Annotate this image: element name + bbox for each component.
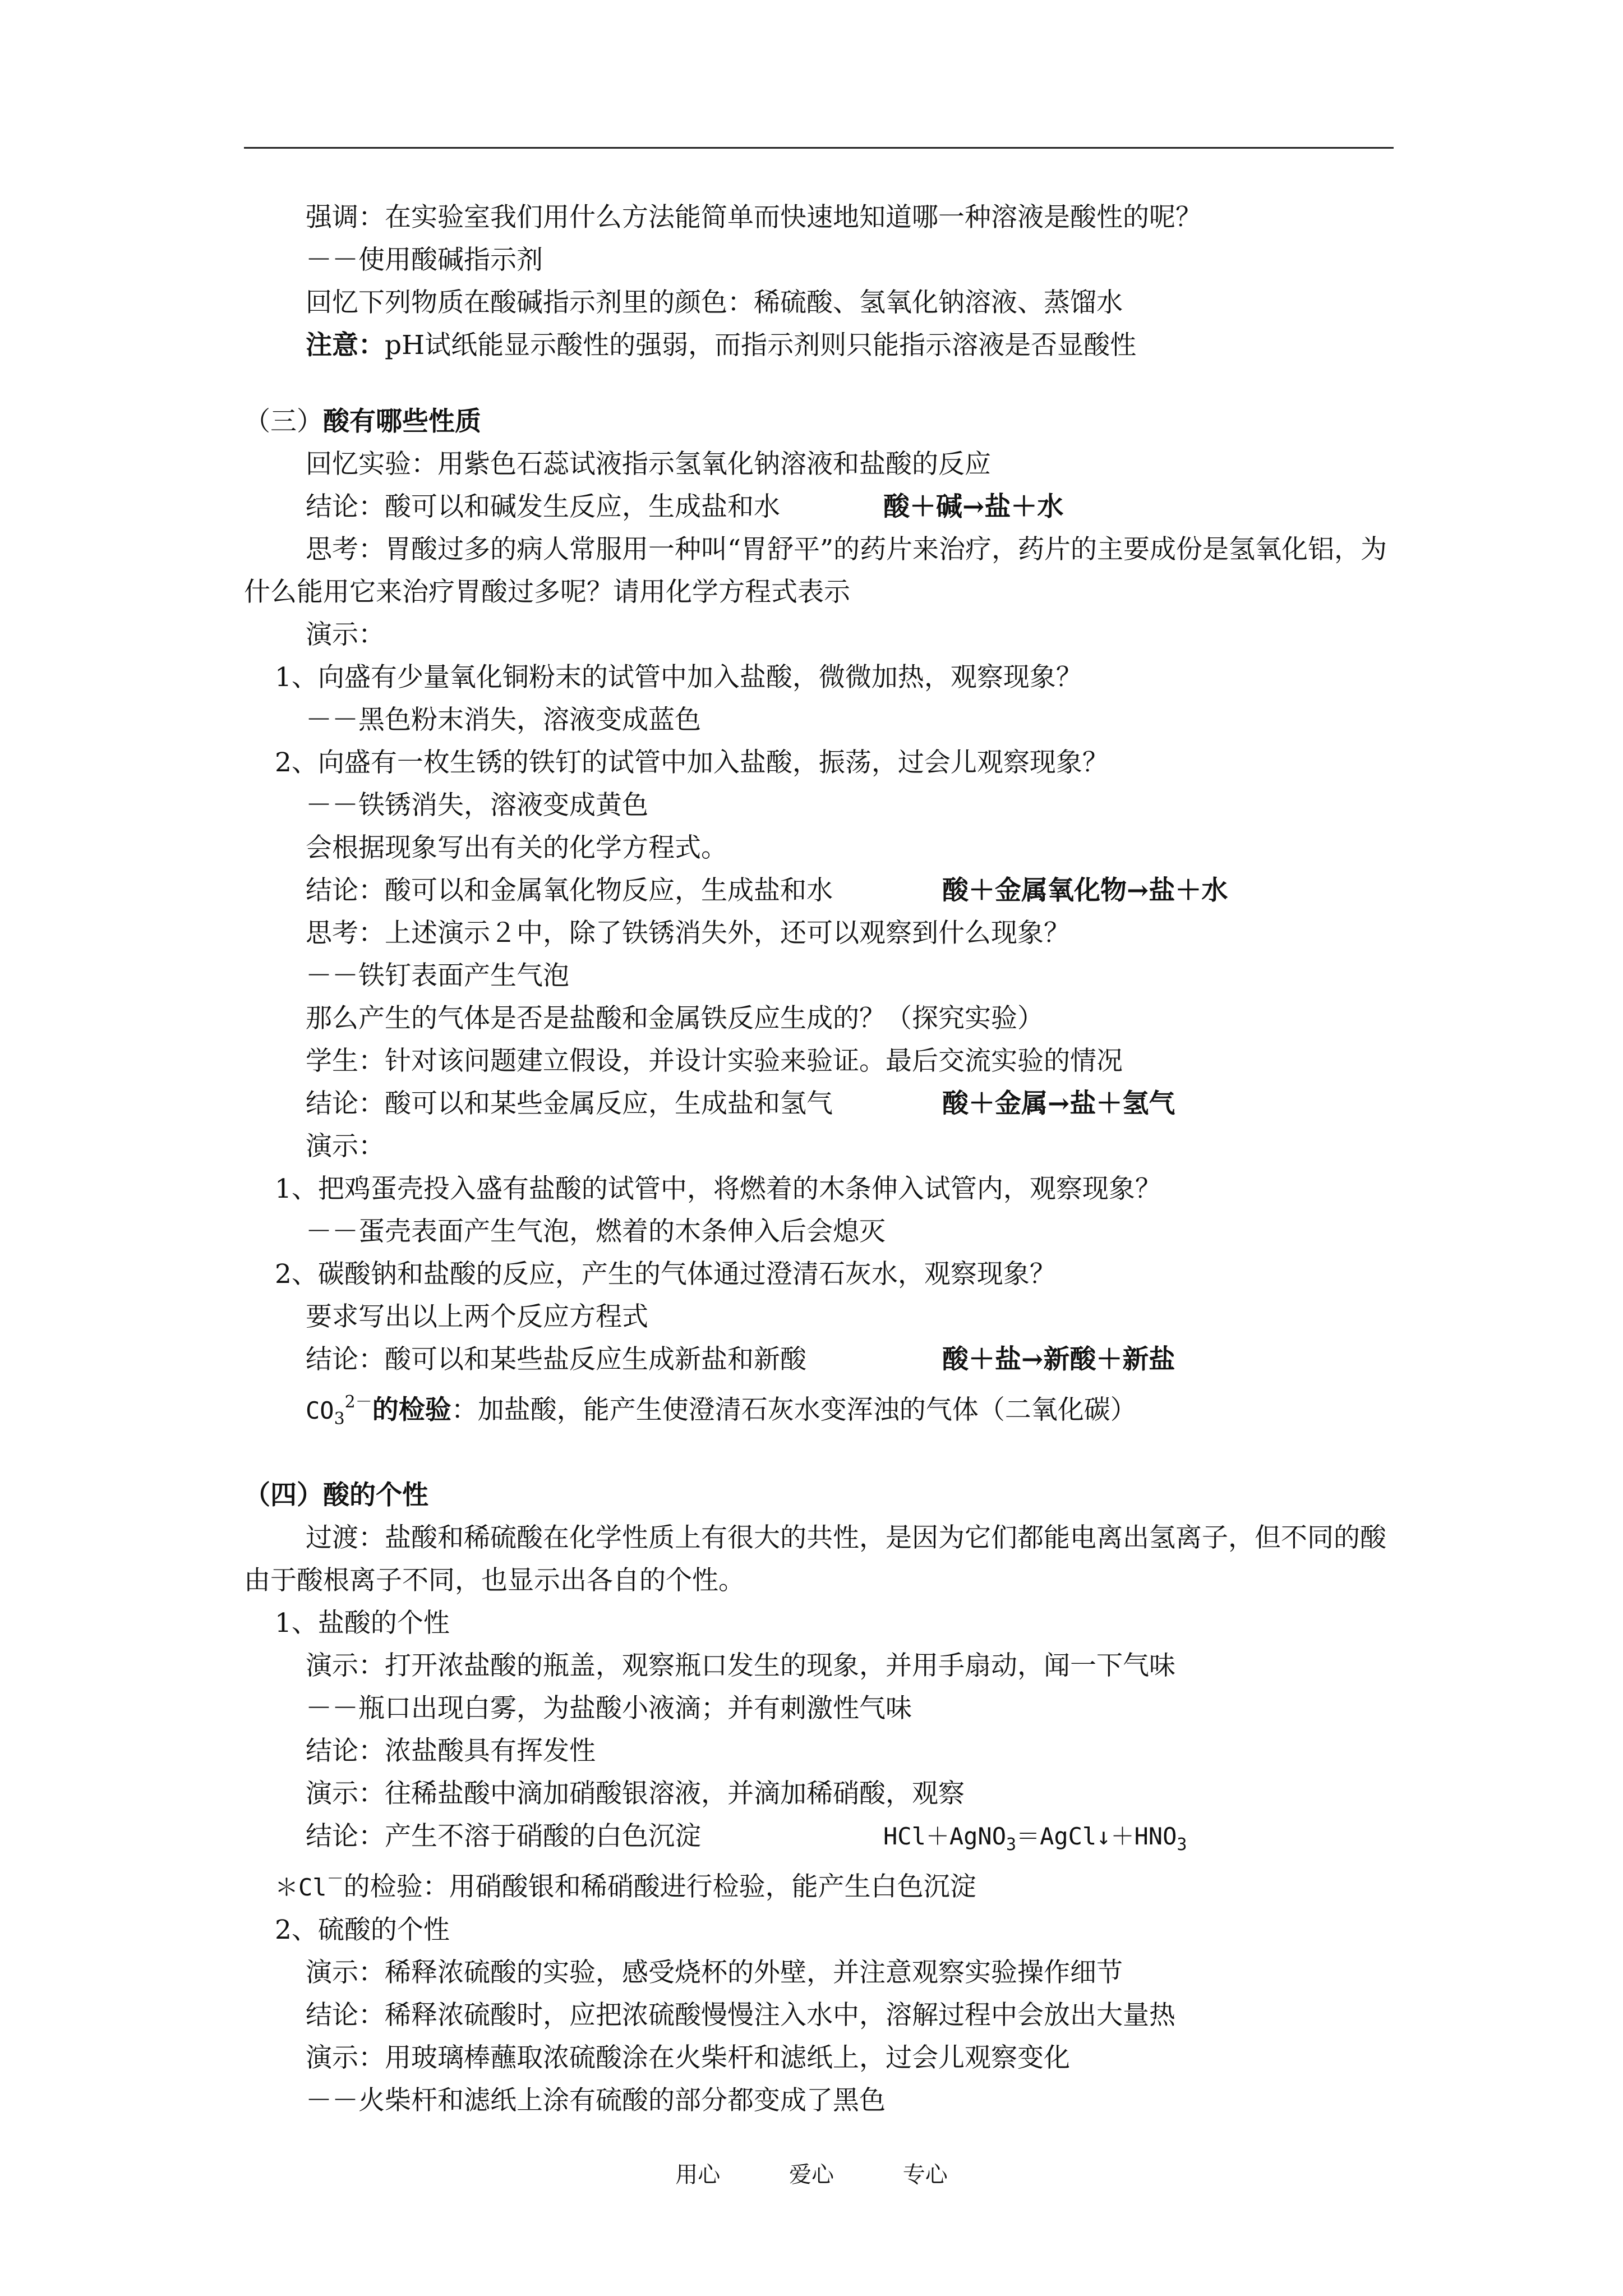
footer-text: 爱心 (789, 2162, 834, 2188)
footer-text: 用心 (675, 2162, 721, 2188)
superscript: － (326, 1869, 344, 1889)
paragraph (244, 1338, 1394, 1381)
paragraph: 演示：用玻璃棒蘸取浓硫酸涂在火柴杆和滤纸上，过会儿观察变化 (306, 2042, 1070, 2073)
paragraph (244, 528, 1394, 614)
paragraph: 会根据现象写出有关的化学方程式。 (306, 832, 727, 863)
footer-text: 专心 (902, 2162, 948, 2188)
note-label: 注意： (306, 330, 385, 361)
paragraph: 强调：在实验室我们用什么方法能简单而快速地知道哪一种溶液是酸性的呢？ (306, 202, 1202, 233)
formula: 酸＋盐→新酸＋新盐 (942, 1344, 1175, 1375)
conclusion-text: 结论：酸可以和碱发生反应，生成盐和水 (306, 491, 780, 522)
list-item: 2、硫酸的个性 (275, 1915, 450, 1945)
header-rule (244, 147, 1394, 149)
paragraph: 学生：针对该问题建立假设，并设计实验来验证。最后交流实验的情况 (306, 1046, 1123, 1076)
paragraph: 回忆下列物质在酸碱指示剂里的颜色：稀硫酸、氢氧化钠溶液、蒸馏水 (306, 287, 1123, 318)
paragraph (244, 1381, 1394, 1441)
subscript: 3 (1006, 1835, 1017, 1855)
note-text: pH试纸能显示酸性的强弱，而指示剂则只能指示溶液是否显酸性 (385, 330, 1137, 361)
paragraph: 演示： (306, 1131, 385, 1162)
list-item: 1、把鸡蛋壳投入盛有盐酸的试管中，将燃着的木条伸入试管内，观察现象？ (275, 1174, 1161, 1204)
test-text: 的检验：用硝酸银和稀硝酸进行检验，能产生白色沉淀 (343, 1871, 976, 1902)
equation-part: HCl＋AgNO (883, 1823, 1007, 1850)
paragraph (244, 486, 1394, 528)
list-item: 2、碳酸钠和盐酸的反应，产生的气体通过澄清石灰水，观察现象？ (275, 1259, 1056, 1290)
paragraph: 那么产生的气体是否是盐酸和金属铁反应生成的？（探究实验） (306, 1003, 1044, 1034)
conclusion-text: 结论：产生不溶于硝酸的白色沉淀 (306, 1821, 701, 1852)
paragraph: 思考：上述演示２中，除了铁锈消失外，还可以观察到什么现象？ (306, 918, 1070, 949)
paragraph: －－使用酸碱指示剂 (306, 245, 543, 275)
paragraph: 演示：稀释浓硫酸的实验，感受烧杯的外壁，并注意观察实验操作细节 (306, 1957, 1123, 1988)
paragraph: －－铁钉表面产生气泡 (306, 960, 569, 991)
paragraph: 演示： (306, 619, 385, 650)
transition-text: 过渡：盐酸和稀硫酸在化学性质上有很大的共性，是因为它们都能电离出氢离子，但不同的酸由于酸根离子不同，也显示出各自的个性。 (244, 1522, 1386, 1596)
formula: 酸＋金属→盐＋氢气 (942, 1088, 1175, 1119)
test-label: 的检验 (372, 1395, 451, 1425)
test-text: ：加盐酸，能产生使澄清石灰水变浑浊的气体（二氧化碳） (451, 1395, 1137, 1425)
subscript: 3 (1177, 1835, 1187, 1855)
paragraph (244, 1858, 1394, 1909)
paragraph (244, 869, 1394, 912)
section-title: 酸有哪些性质 (323, 406, 481, 437)
paragraph: 回忆实验：用紫色石蕊试液指示氢氧化钠溶液和盐酸的反应 (306, 449, 991, 480)
paragraph: 结论：稀释浓硫酸时，应把浓硫酸慢慢注入水中，溶解过程中会放出大量热 (306, 2000, 1175, 2031)
think-text: 思考：胃酸过多的病人常服用一种叫“胃舒平”的药片来治疗，药片的主要成份是氢氧化铝，为什么能用它来治疗胃酸过多呢？请用化学方程式表示 (244, 534, 1387, 608)
paragraph (244, 1517, 1394, 1602)
paragraph (244, 1815, 1394, 1858)
conclusion-text: 结论：酸可以和某些盐反应生成新盐和新酸 (306, 1344, 806, 1375)
paragraph: －－瓶口出现白雾，为盐酸小液滴；并有刺激性气味 (306, 1693, 912, 1724)
paragraph: －－火柴杆和滤纸上涂有硫酸的部分都变成了黑色 (306, 2085, 886, 2116)
paragraph: 演示：往稀盐酸中滴加硝酸银溶液，并滴加稀硝酸，观察 (306, 1778, 965, 1809)
paragraph (244, 324, 1394, 367)
section-heading-4: （四）酸的个性 (244, 1480, 428, 1511)
section-number: （三） (244, 406, 323, 437)
paragraph: －－黑色粉末消失，溶液变成蓝色 (306, 705, 701, 735)
paragraph: 要求写出以上两个反应方程式 (306, 1301, 648, 1332)
formula: 酸＋碱→盐＋水 (883, 491, 1064, 522)
page-footer (0, 2157, 1623, 2189)
formula: 酸＋金属氧化物→盐＋水 (942, 875, 1228, 906)
list-item: 1、向盛有少量氧化铜粉末的试管中加入盐酸，微微加热，观察现象？ (275, 662, 1082, 693)
paragraph (244, 1083, 1394, 1125)
list-item: 1、盐酸的个性 (275, 1608, 450, 1639)
ion-symbol: CO (306, 1397, 334, 1424)
paragraph: －－铁锈消失，溶液变成黄色 (306, 790, 648, 821)
list-item: 2、向盛有一枚生锈的铁钉的试管中加入盐酸，振荡，过会儿观察现象？ (275, 747, 1109, 778)
equation-part: ＝AgCl↓＋HNO (1016, 1823, 1177, 1850)
paragraph: 演示：打开浓盐酸的瓶盖，观察瓶口发生的现象，并用手扇动，闻一下气味 (306, 1650, 1175, 1681)
ion-symbol: ＊Cl (275, 1874, 327, 1901)
conclusion-text: 结论：酸可以和金属氧化物反应，生成盐和水 (306, 875, 833, 906)
section-heading-3 (244, 401, 1394, 443)
document-body (244, 196, 1394, 2122)
paragraph: 结论：浓盐酸具有挥发性 (306, 1736, 596, 1766)
paragraph: －－蛋壳表面产生气泡，燃着的木条伸入后会熄灭 (306, 1216, 886, 1247)
conclusion-text: 结论：酸可以和某些金属反应，生成盐和氢气 (306, 1088, 833, 1119)
superscript: 2－ (344, 1392, 372, 1412)
subscript: 3 (334, 1409, 345, 1429)
